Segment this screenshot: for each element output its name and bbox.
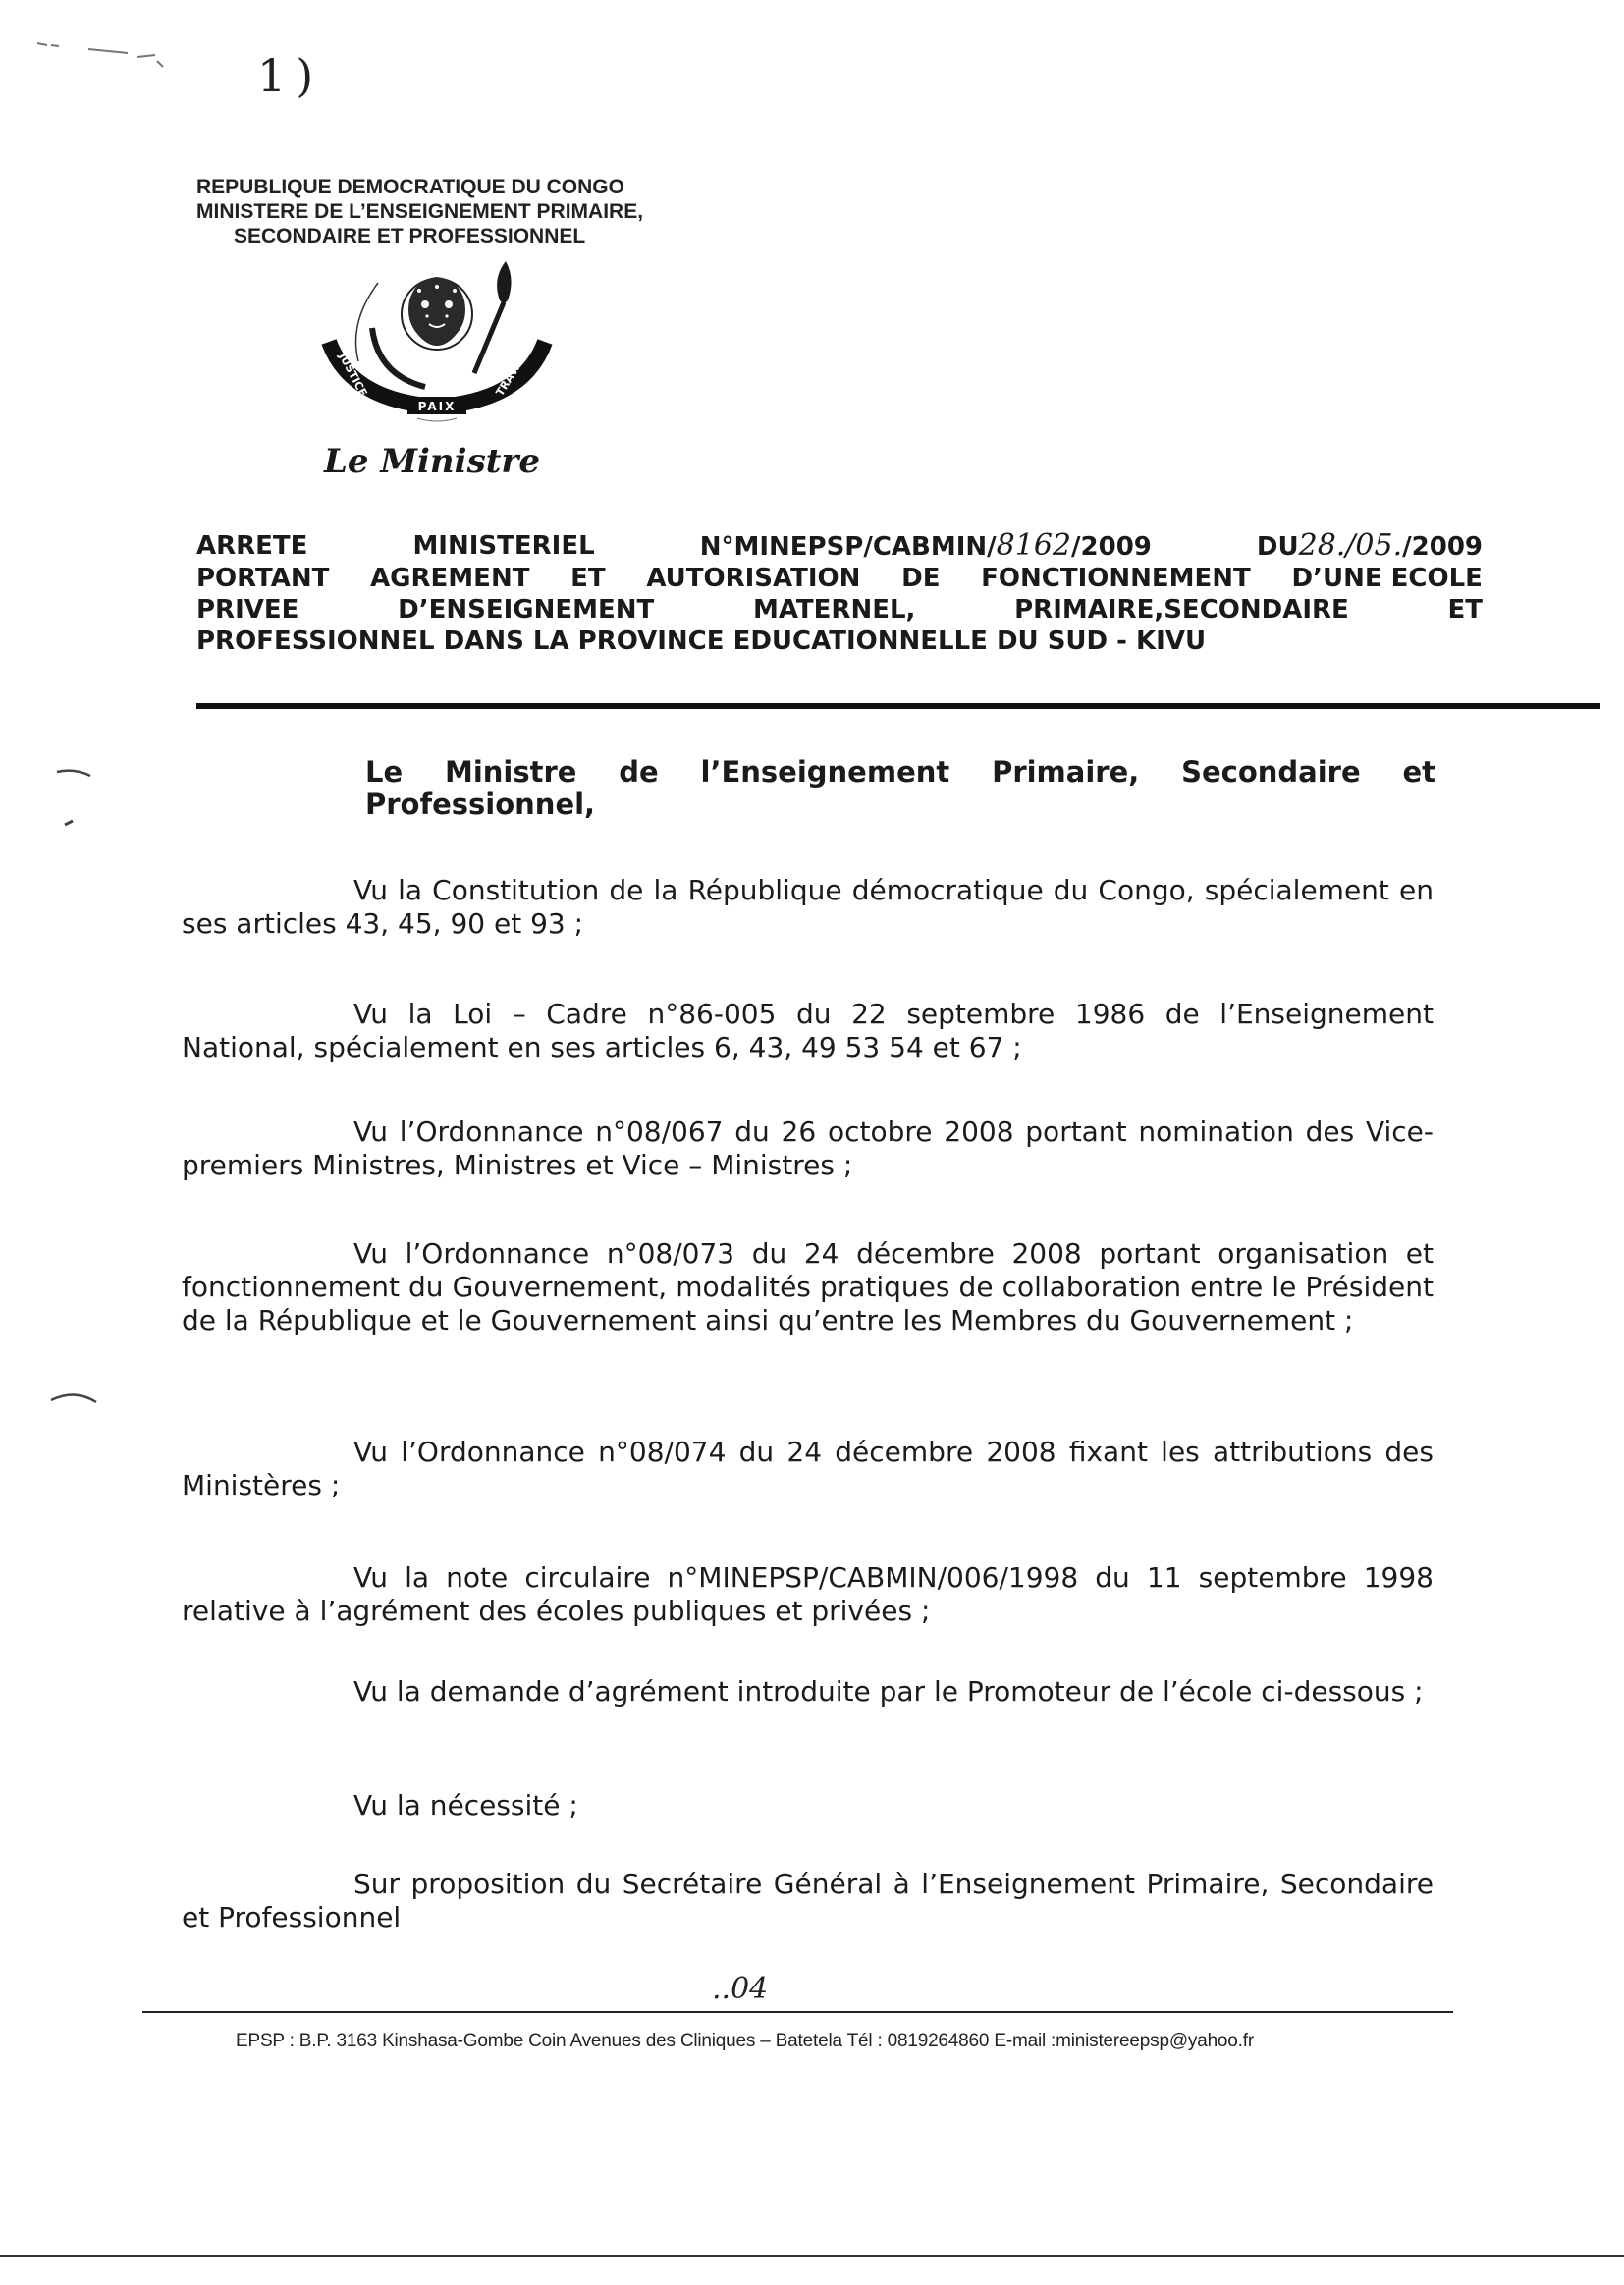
consideration-paragraph: Vu la Loi – Cadre n°86-005 du 22 septembre 1986 de l’Enseignement National, spécialement en ses articles 6, 43, 49 53 54 et 67 ; (182, 998, 1434, 1063)
decree-label-ministeriel: MINISTERIEL (412, 531, 595, 561)
decree-word: PROFESSIONNEL DANS LA PROVINCE EDUCATIONNELLE DU SUD - KIVU (196, 626, 1207, 656)
decree-title (196, 530, 1483, 657)
emblem-motto-bottom: PAIX (417, 400, 457, 413)
title-divider (196, 703, 1600, 709)
decree-word: AUTORISATION (646, 564, 861, 593)
decree-date (1257, 530, 1483, 563)
decree-word: AGREMENT (370, 564, 530, 593)
decree-word: PORTANT (196, 564, 330, 593)
scan-bottom-edge (0, 2255, 1624, 2257)
consideration-paragraph: Vu la note circulaire n°MINEPSP/CABMIN/006/1998 du 11 septembre 1998 relative à l’agrément des écoles publiques et privées ; (182, 1561, 1434, 1627)
decree-word: D’UNE ECOLE (1291, 564, 1483, 593)
coat-of-arms-emblem (309, 253, 560, 425)
decree-word: ET (1447, 595, 1483, 625)
decree-label-arrete: ARRETE (196, 531, 308, 561)
decree-word: FONCTIONNEMENT (981, 564, 1251, 593)
issuer-heading: Le Ministre de l’Enseignement Primaire, Secondaire et Professionnel, (365, 755, 1435, 821)
consideration-paragraph: Vu l’Ordonnance n°08/074 du 24 décembre 2008 fixant les attributions des Ministères ; (182, 1436, 1434, 1501)
consideration-paragraph: Vu la nécessité ; (353, 1789, 578, 1822)
consideration-paragraph: Vu l’Ordonnance n°08/073 du 24 décembre 2008 portant organisation et fonctionnement du Gouvernement, modalités pratiques de collaboration entre le Président de la République et le Gouvernement ainsi qu’entre les Membres du Gouvernement ; (182, 1237, 1434, 1336)
spear-icon (474, 261, 512, 373)
consideration-paragraph: Vu la demande d’agrément introduite par le Promoteur de l’école ci-dessous ; (353, 1675, 1424, 1708)
consideration-paragraph: Vu la Constitution de la République démocratique du Congo, spécialement en ses articles 43, 45, 90 et 93 ; (182, 874, 1434, 940)
decree-word: DE (901, 564, 941, 593)
handwritten-page-number: 1) (257, 49, 324, 102)
decree-number-suffix: /2009 (1071, 532, 1152, 562)
footer-contact: EPSP : B.P. 3163 Kinshasa-Gombe Coin Avenues des Cliniques – Batetela Tél : 0819264860 E-mail :ministereepsp@yahoo.fr (236, 2031, 1254, 2051)
decree-word: PRIMAIRE,SECONDAIRE (1014, 595, 1349, 625)
decree-title-row (196, 626, 1483, 657)
decree-number-handwritten: 8162 (996, 528, 1072, 563)
continuation-mark: ..04 (712, 1972, 769, 2006)
decree-date-handwritten: 28./05. (1298, 528, 1403, 563)
decree-number (700, 530, 1152, 563)
consideration-paragraph: Sur proposition du Secrétaire Général à l’Enseignement Primaire, Secondaire et Professionnel (182, 1868, 1434, 1933)
decree-word: D’ENSEIGNEMENT (398, 595, 655, 625)
decree-date-prefix: DU (1256, 532, 1299, 562)
letterhead-ministry-line2: SECONDAIRE ET PROFESSIONNEL (234, 225, 586, 247)
minister-title: Le Ministre (324, 442, 540, 481)
decree-title-row (196, 594, 1483, 626)
decree-word: ET (570, 564, 606, 593)
emblem-motto-right: TRAVAIL (493, 349, 531, 399)
decree-number-prefix: N°MINEPSP/CABMIN/ (699, 532, 997, 562)
decree-date-suffix: /2009 (1402, 532, 1483, 562)
footer-divider (142, 2011, 1453, 2013)
emblem-motto-left: JUSTICE (336, 351, 370, 399)
decree-word: PRIVEE (196, 595, 299, 625)
consideration-paragraph: Vu l’Ordonnance n°08/067 du 26 octobre 2008 portant nomination des Vice-premiers Ministres, Ministres et Vice – Ministres ; (182, 1115, 1434, 1181)
decree-word: MATERNEL, (752, 595, 916, 625)
decree-title-row (196, 563, 1483, 594)
letterhead (196, 175, 746, 248)
letterhead-ministry-line1: MINISTERE DE L’ENSEIGNEMENT PRIMAIRE, (196, 200, 644, 223)
decree-title-row (196, 530, 1483, 563)
letterhead-country: REPUBLIQUE DEMOCRATIQUE DU CONGO (196, 176, 624, 198)
